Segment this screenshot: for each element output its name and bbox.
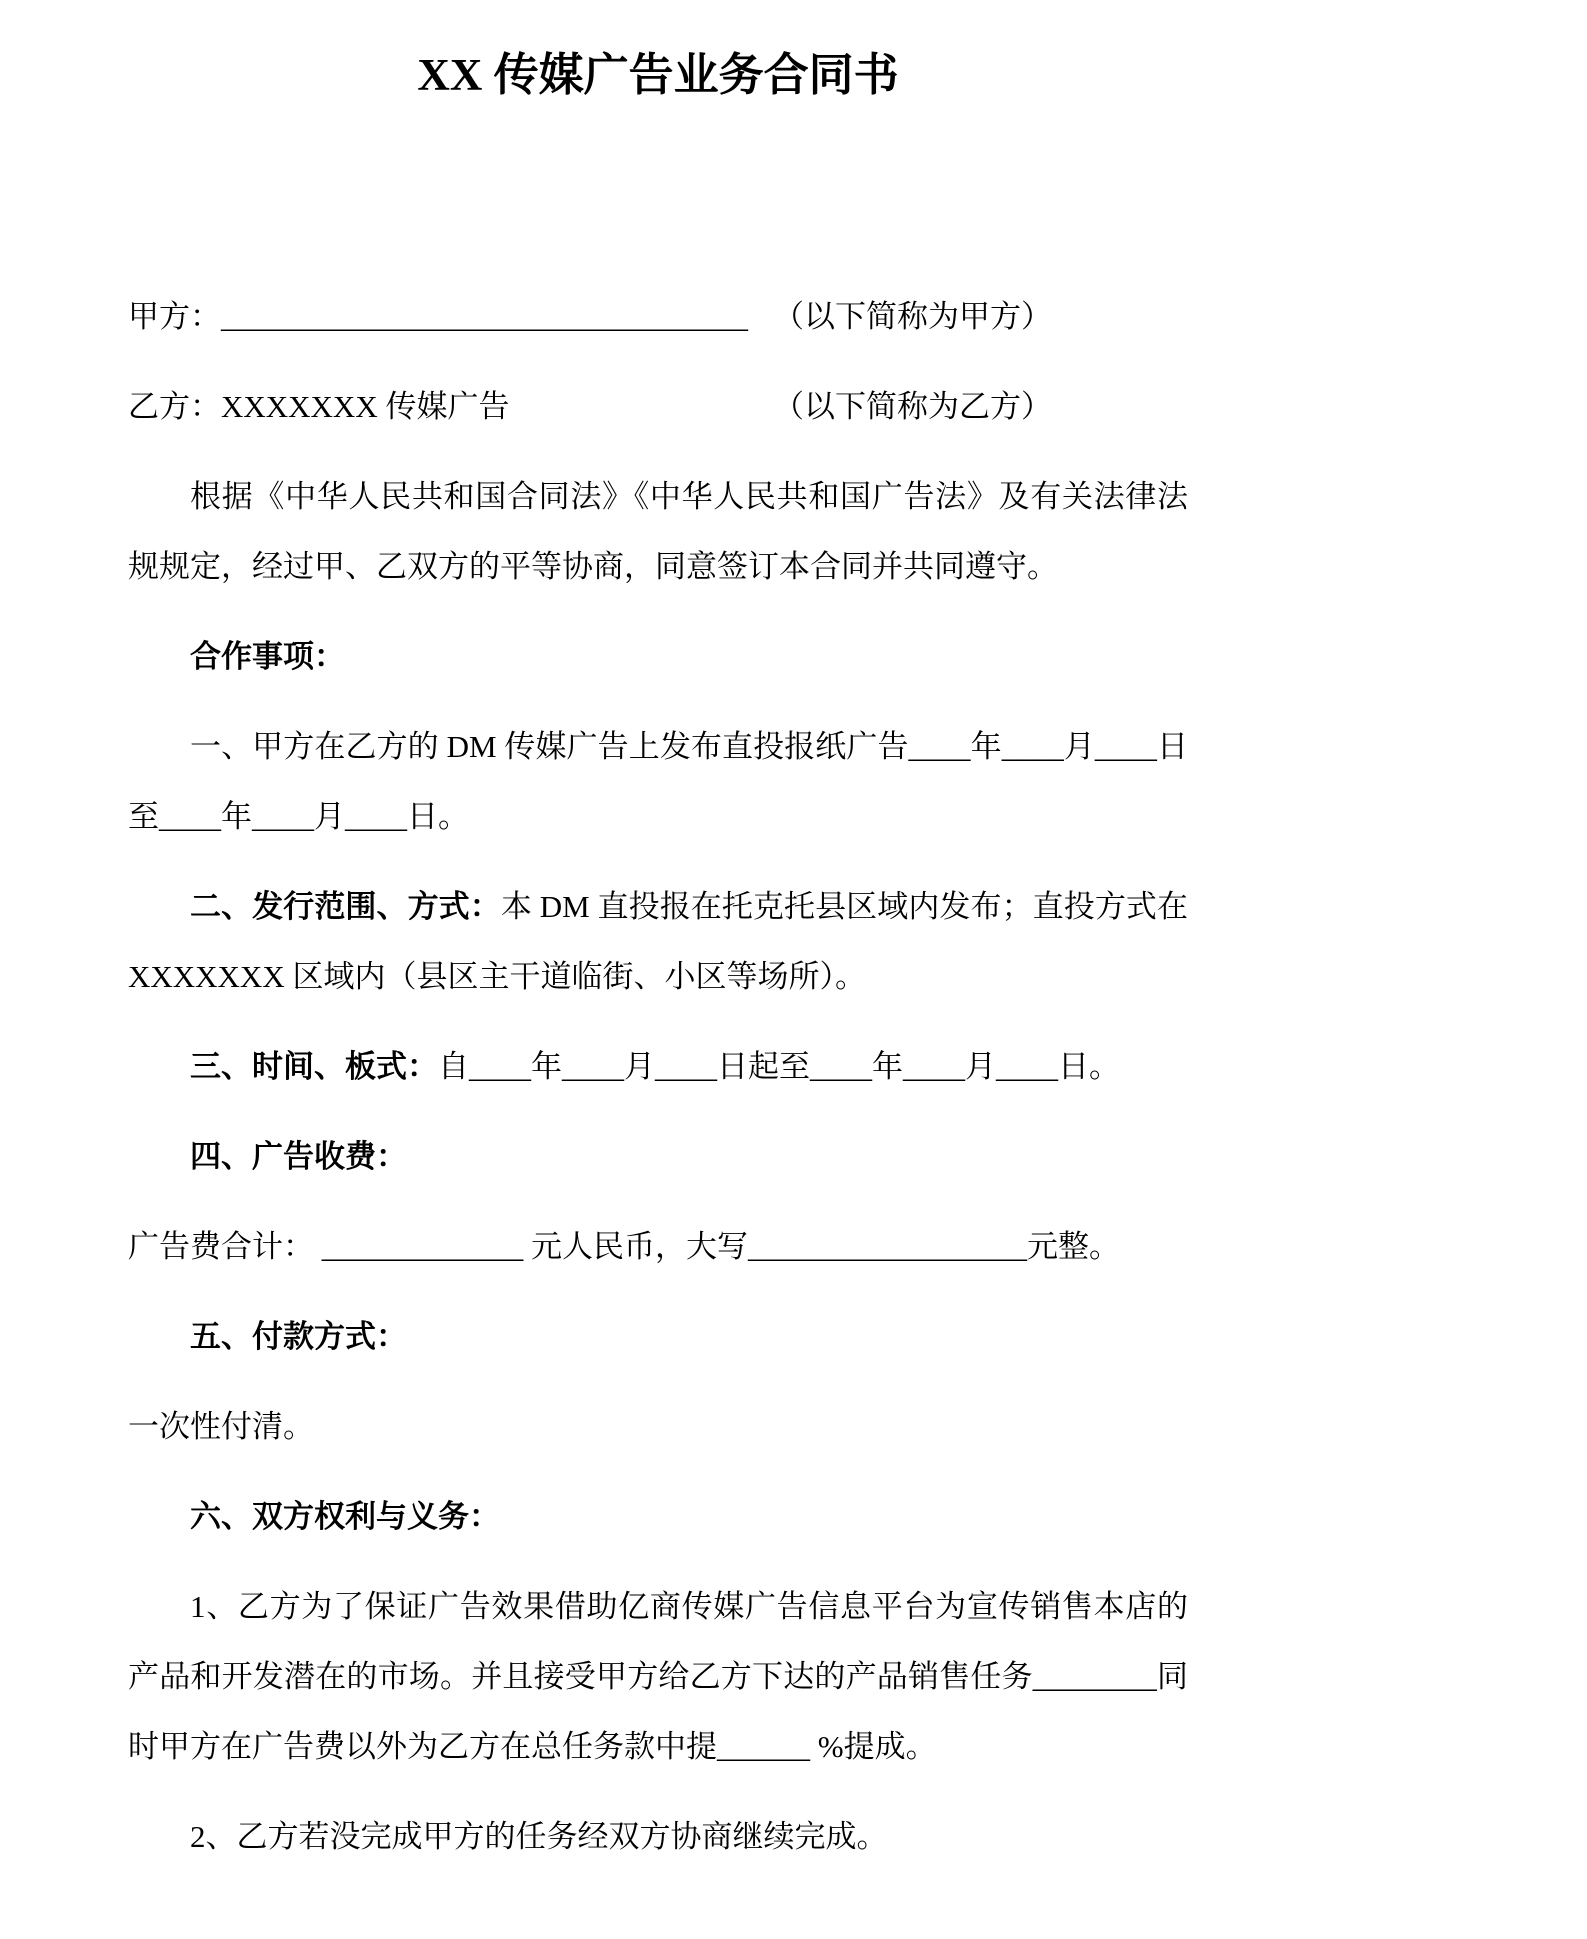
party-a-note: （以下简称为甲方）: [773, 299, 1052, 334]
item-four-heading: 四、广告收费：: [190, 1139, 407, 1174]
clause-2-paragraph: 2、乙方若没完成甲方的任务经双方协商继续完成。: [190, 1819, 888, 1854]
item-two-text: 本 DM 直投报在托克托县区域内发布；直投方式在XXXXXXX 区域内（县区主干道临街、小区等场所）。: [128, 889, 1189, 994]
contract-title: XX 传媒广告业务合同书: [417, 50, 899, 100]
item-two-label: 二、发行范围、方式：: [190, 889, 501, 924]
party-a-row: [128, 282, 1188, 352]
item-one-paragraph: 一、甲方在乙方的 DM 传媒广告上发布直投报纸广告____年____月____日至____年____月____日。: [128, 729, 1188, 834]
item-five-heading: 五、付款方式：: [190, 1319, 407, 1354]
item-three-paragraph: [128, 1032, 1188, 1102]
contract-page: [128, 44, 1188, 1872]
item-three-label: 三、时间、板式：: [190, 1049, 438, 1084]
fee-paragraph: 广告费合计： _____________ 元人民币，大写__________________元整。: [128, 1229, 1120, 1264]
clause-1-paragraph: 1、乙方为了保证广告效果借助亿商传媒广告信息平台为宣传销售本店的产品和开发潜在的市场。并且接受甲方给乙方下达的产品销售任务________同时甲方在广告费以外为乙方在总任务款中提______ %提成。: [128, 1589, 1188, 1764]
party-b-row: [128, 372, 1188, 442]
item-three-text: 自____年____月____日起至____年____月____日。: [438, 1049, 1120, 1084]
item-two-paragraph: [128, 872, 1188, 1012]
payment-paragraph: 一次性付清。: [128, 1409, 314, 1444]
cooperation-heading: 合作事项：: [190, 639, 345, 674]
item-six-heading: 六、双方权利与义务：: [190, 1499, 500, 1534]
party-a-line: 甲方：__________________________________: [128, 299, 748, 334]
party-b-line: 乙方：XXXXXXX 传媒广告: [128, 389, 510, 424]
party-b-note: （以下简称为乙方）: [773, 389, 1052, 424]
preamble-paragraph: 根据《中华人民共和国合同法》《中华人民共和国广告法》及有关法律法规规定，经过甲、乙双方的平等协商，同意签订本合同并共同遵守。: [128, 479, 1188, 584]
